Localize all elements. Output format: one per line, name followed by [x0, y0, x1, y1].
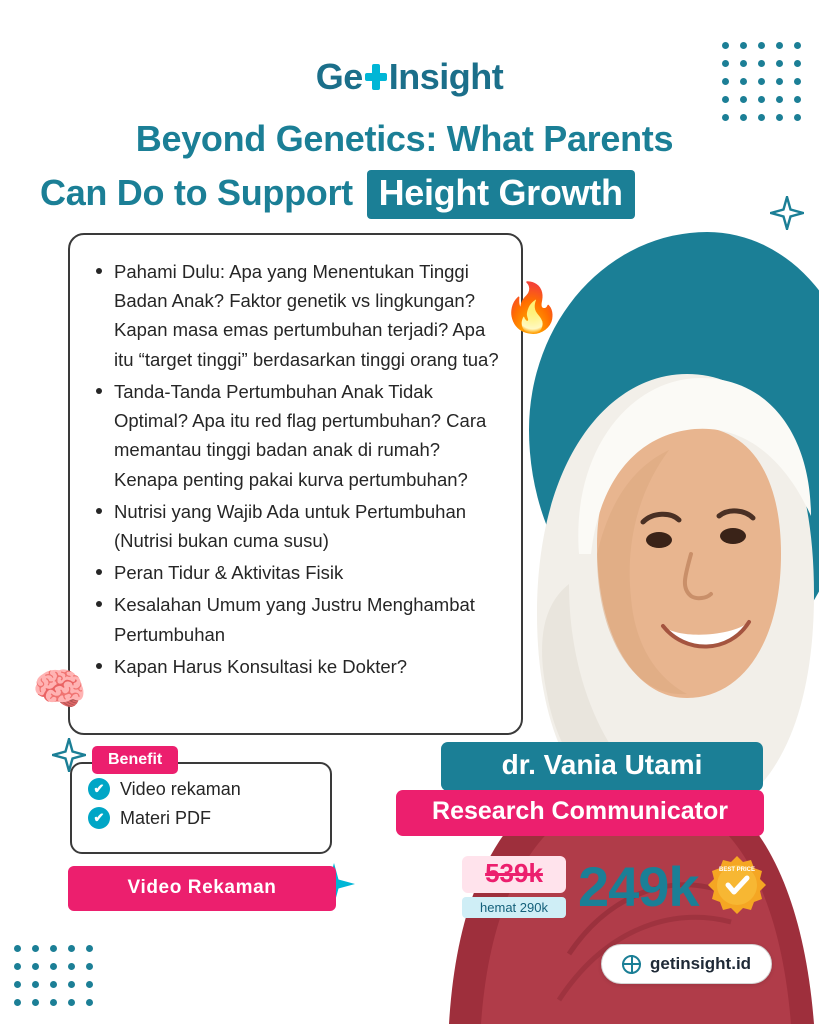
list-item: Peran Tidur & Aktivitas Fisik	[92, 558, 503, 587]
benefit-item	[88, 807, 314, 829]
headline-line-1: Beyond Genetics: What Parents	[135, 118, 674, 159]
best-price-seal-icon	[706, 854, 768, 916]
brain-emoji-icon: 🧠	[32, 665, 87, 714]
speaker-name: dr. Vania Utami	[441, 742, 763, 791]
topics-card	[68, 233, 523, 735]
old-price: 539k	[462, 856, 566, 893]
list-item: Pahami Dulu: Apa yang Menentukan Tinggi Badan Anak? Faktor genetik vs lingkungan? Kapan masa emas pertumbuhan terjadi? Apa itu “target tinggi” berdasarkan tinggi orang tua?	[92, 257, 503, 374]
logo-text-right: Insight	[388, 56, 504, 97]
globe-icon	[622, 955, 641, 974]
benefit-item	[88, 778, 314, 800]
dot-grid-bottom-left-icon	[14, 945, 93, 1006]
benefit-card	[70, 762, 332, 854]
price-block	[462, 848, 762, 926]
website-badge[interactable]	[601, 944, 772, 984]
sparkle-icon-left	[52, 738, 86, 772]
plus-icon	[364, 62, 388, 92]
current-price: 249k	[578, 855, 699, 918]
check-icon: ✔	[88, 778, 110, 800]
page-title	[40, 112, 789, 220]
benefit-item-label: Video rekaman	[120, 778, 241, 799]
benefit-item-label: Materi PDF	[120, 807, 212, 828]
list-item: Kapan Harus Konsultasi ke Dokter?	[92, 652, 503, 681]
check-icon: ✔	[88, 807, 110, 829]
website-label: getinsight.id	[650, 954, 752, 973]
list-item: Kesalahan Umum yang Justru Menghambat Pertumbuhan	[92, 590, 503, 648]
list-item: Tanda-Tanda Pertumbuhan Anak Tidak Optimal? Apa itu red flag pertumbuhan? Cara memantau tinggi badan anak di rumah? Kenapa penting pakai kurva pertumbuhan?	[92, 377, 503, 494]
savings-note: hemat 290k	[462, 897, 566, 918]
benefit-tag: Benefit	[92, 746, 178, 774]
topics-list	[92, 257, 503, 681]
list-item: Nutrisi yang Wajib Ada untuk Pertumbuhan (Nutrisi bukan cuma susu)	[92, 497, 503, 555]
sparkle-icon-top-right	[770, 196, 804, 230]
logo	[0, 56, 819, 98]
fire-emoji-icon: 🔥	[502, 282, 562, 335]
headline-highlight: Height Growth	[367, 170, 635, 219]
svg-text:BEST PRICE: BEST PRICE	[718, 867, 756, 873]
headline-line-2: Can Do to Support	[40, 172, 353, 213]
logo-text-left: Ge	[315, 56, 363, 97]
video-rekaman-badge: Video Rekaman	[68, 866, 336, 911]
speaker-role: Research Communicator	[396, 790, 764, 836]
